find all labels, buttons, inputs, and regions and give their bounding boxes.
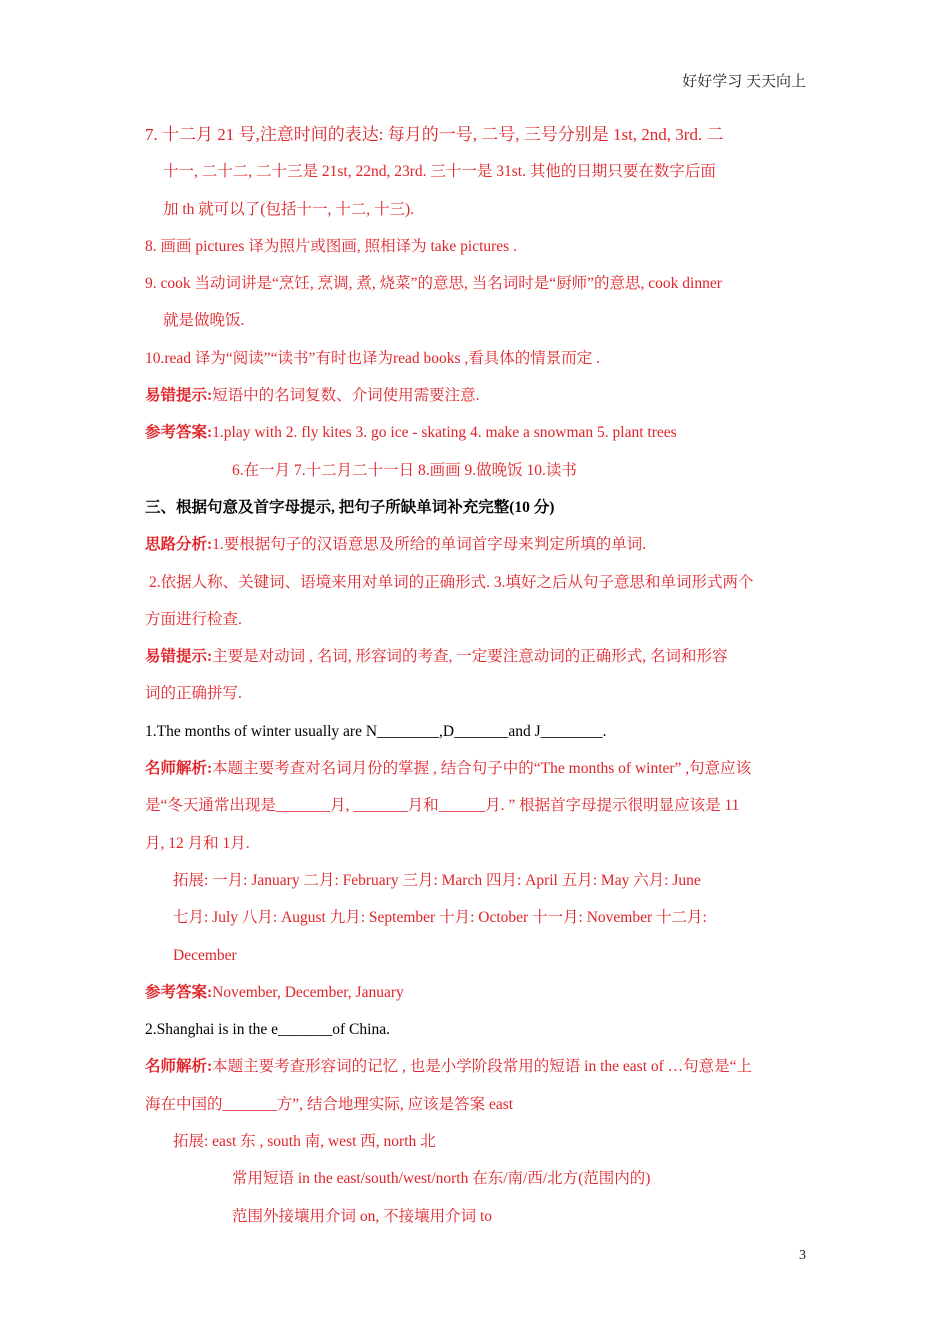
text-line xyxy=(145,904,810,941)
line-text: 范围外接壤用介词 on, 不接壤用介词 to xyxy=(232,1207,493,1225)
text-line xyxy=(145,121,810,158)
line-text: 8. 画画 pictures 译为照片或图画, 照相译为 take pictures . xyxy=(145,237,517,255)
line-text: 十一, 二十二, 二十三是 21st, 22nd, 23rd. 三十一是 31st. 其他的日期只要在数字后面 xyxy=(163,163,716,181)
line-text: 短语中的名词复数、介词使用需要注意. xyxy=(212,387,480,405)
section-label: 参考答案: xyxy=(145,983,213,1001)
line-text: 七月: July 八月: August 九月: September 十月: October 十一月: November 十二月: xyxy=(173,909,707,927)
line-text: November, December, January xyxy=(212,983,404,1001)
line-text: 常用短语 in the east/south/west/north 在东/南/西/北方(范围内的) xyxy=(232,1170,651,1188)
text-line xyxy=(145,1203,810,1240)
text-line xyxy=(145,196,810,233)
text-line xyxy=(145,233,810,270)
section-label: 参考答案: xyxy=(145,424,213,442)
text-line xyxy=(145,680,810,717)
text-line xyxy=(145,718,810,755)
line-text: 本题主要考查对名词月份的掌握 , 结合句子中的“The months of winter” ,句意应该 xyxy=(212,760,752,778)
line-text: 2.Shanghai is in the e_______of China. xyxy=(145,1021,390,1039)
section-label: 思路分析: xyxy=(145,536,213,554)
text-line xyxy=(145,867,810,904)
text-line xyxy=(145,270,810,307)
text-line xyxy=(145,1016,810,1053)
line-text: 6.在一月 7.十二月二十一日 8.画画 9.做晚饭 10.读书 xyxy=(232,461,577,479)
line-text: 本题主要考查形容词的记忆 , 也是小学阶段常用的短语 in the east of …句意是“上 xyxy=(212,1058,753,1076)
line-text: 1.The months of winter usually are N________,D_______and J________. xyxy=(145,722,607,740)
line-text: 就是做晚饭. xyxy=(163,312,245,330)
text-line xyxy=(145,569,810,606)
section-label: 易错提示: xyxy=(145,648,213,666)
section-label: 易错提示: xyxy=(145,387,213,405)
line-text: 2.依据人称、关键词、语境来用对单词的正确形式. 3.填好之后从句子意思和单词形式两个 xyxy=(149,573,754,591)
text-line xyxy=(145,531,810,568)
text-line xyxy=(145,792,810,829)
text-line xyxy=(145,942,810,979)
section-label: 名师解析: xyxy=(145,1058,213,1076)
section-label: 名师解析: xyxy=(145,760,213,778)
line-text: 9. cook 当动词讲是“烹饪, 烹调, 煮, 烧菜”的意思, 当名词时是“厨师”的意思, cook dinner xyxy=(145,275,722,293)
text-line xyxy=(145,1053,810,1090)
text-line xyxy=(145,830,810,867)
line-text: 主要是对动词 , 名词, 形容词的考查, 一定要注意动词的正确形式, 名词和形容 xyxy=(212,648,728,666)
line-text: 1.play with 2. fly kites 3. go ice - skating 4. make a snowman 5. plant trees xyxy=(212,424,677,442)
text-line xyxy=(145,457,810,494)
line-text: 方面进行检查. xyxy=(145,610,242,628)
text-line xyxy=(145,307,810,344)
text-line xyxy=(145,1091,810,1128)
text-line xyxy=(145,755,810,792)
text-line xyxy=(145,345,810,382)
line-text: 海在中国的_______方”, 结合地理实际, 应该是答案 east xyxy=(145,1095,514,1113)
line-text: 加 th 就可以了(包括十一, 十二, 十三). xyxy=(163,200,415,218)
page-number: 3 xyxy=(799,1248,806,1263)
line-text: 10.read 译为“阅读”“读书”有时也译为read books ,看具体的情景而定 . xyxy=(145,349,601,367)
line-text: 7. 十二月 21 号,注意时间的表达: 每月的一号, 二号, 三号分别是 1st, 2nd, 3rd. 二 xyxy=(145,125,724,144)
text-line xyxy=(145,1165,810,1202)
line-text: December xyxy=(173,946,237,964)
text-line xyxy=(145,606,810,643)
text-line xyxy=(145,643,810,680)
line-text: 1.要根据句子的汉语意思及所给的单词首字母来判定所填的单词. xyxy=(212,536,647,554)
line-text: 词的正确拼写. xyxy=(145,685,242,703)
line-text: 拓展: 一月: January 二月: February 三月: March 四月: April 五月: May 六月: June xyxy=(173,871,701,889)
page-header: 好好学习 天天向上 xyxy=(682,74,806,90)
text-line xyxy=(145,419,810,456)
line-text: 月, 12 月和 1月. xyxy=(145,834,250,852)
text-line xyxy=(145,158,810,195)
line-text: 三、根据句意及首字母提示, 把句子所缺单词补充完整(10 分) xyxy=(145,498,555,516)
document-body xyxy=(145,121,810,1240)
line-text: 拓展: east 东 , south 南, west 西, north 北 xyxy=(173,1133,436,1151)
text-line xyxy=(145,979,810,1016)
line-text: 是“冬天通常出现是_______月, _______月和______月. ” 根据首字母提示很明显应该是 11 xyxy=(145,797,740,815)
text-line xyxy=(145,494,810,531)
text-line xyxy=(145,382,810,419)
text-line xyxy=(145,1128,810,1165)
